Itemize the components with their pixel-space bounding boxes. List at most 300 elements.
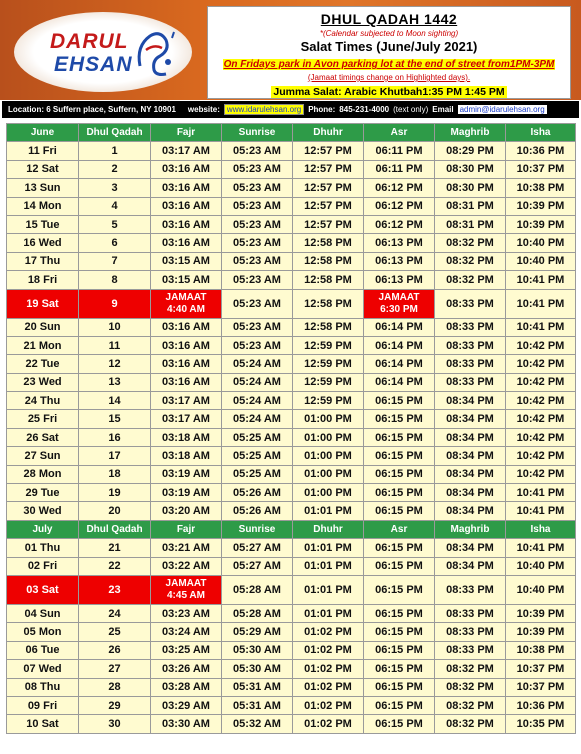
table-cell: 03:16 AM: [151, 373, 222, 391]
table-cell: 10:37 PM: [506, 160, 576, 178]
table-cell: 12: [79, 355, 151, 373]
table-cell: 08:34 PM: [435, 465, 506, 483]
table-cell: 06:15 PM: [364, 604, 435, 622]
jamaat-time-cell: [364, 289, 435, 318]
table-cell: 01:01 PM: [293, 539, 364, 557]
table-cell: 06:11 PM: [364, 142, 435, 160]
table-row: [7, 641, 576, 659]
table-cell: 27: [79, 660, 151, 678]
friday-parking-note: On Fridays park in Avon parking lot at the end of street from1PM-3PM: [223, 59, 555, 70]
table-cell: 5: [79, 215, 151, 233]
page-subtitle: Salat Times (June/July 2021): [300, 39, 478, 54]
jamaat-label: JAMAAT: [165, 291, 207, 303]
table-cell: 22: [79, 557, 151, 575]
table-cell: 19 Sat: [7, 289, 79, 318]
table-cell: 10:35 PM: [506, 715, 576, 733]
table-cell: 08:33 PM: [435, 575, 506, 604]
table-cell: 05:23 AM: [222, 318, 293, 336]
table-cell: 12:58 PM: [293, 318, 364, 336]
table-row: [7, 373, 576, 391]
table-cell: 08:32 PM: [435, 271, 506, 289]
table-row: [7, 410, 576, 428]
table-cell: 16 Wed: [7, 234, 79, 252]
table-row: [7, 215, 576, 233]
table-cell: 20: [79, 502, 151, 520]
table-cell: 11 Fri: [7, 142, 79, 160]
table-cell: 05:30 AM: [222, 660, 293, 678]
table-cell: 03:15 AM: [151, 252, 222, 270]
table-cell: 10:37 PM: [506, 660, 576, 678]
table-cell: 10:40 PM: [506, 252, 576, 270]
table-cell: 01:00 PM: [293, 447, 364, 465]
table-cell: 03:18 AM: [151, 428, 222, 446]
table-cell: 12 Sat: [7, 160, 79, 178]
phone-label: Phone:: [308, 105, 336, 114]
table-cell: 01:02 PM: [293, 660, 364, 678]
table-header-row-july: [7, 520, 576, 538]
table-cell: 10:42 PM: [506, 392, 576, 410]
table-row: [7, 428, 576, 446]
calendar-note: *(Calendar subjected to Moon sighting): [319, 29, 459, 38]
table-cell: 10:42 PM: [506, 355, 576, 373]
table-cell: 2: [79, 160, 151, 178]
table-cell: 08:34 PM: [435, 539, 506, 557]
table-cell: 06:13 PM: [364, 271, 435, 289]
table-cell: 10:41 PM: [506, 502, 576, 520]
table-cell: 06:11 PM: [364, 160, 435, 178]
table-row: [7, 160, 576, 178]
table-cell: 01:02 PM: [293, 641, 364, 659]
table-cell: 21: [79, 539, 151, 557]
table-row: [7, 179, 576, 197]
table-row: [7, 336, 576, 354]
table-cell: 10:42 PM: [506, 428, 576, 446]
table-cell: 08:34 PM: [435, 502, 506, 520]
table-cell: 10:40 PM: [506, 557, 576, 575]
table-cell: 08:32 PM: [435, 252, 506, 270]
header-banner: [0, 0, 581, 100]
column-header: Fajr: [151, 520, 222, 538]
table-row: [7, 678, 576, 696]
table-row: [7, 502, 576, 520]
table-cell: 9: [79, 289, 151, 318]
table-cell: 3: [79, 179, 151, 197]
table-cell: 12:58 PM: [293, 234, 364, 252]
table-cell: 11: [79, 336, 151, 354]
table-cell: 01:01 PM: [293, 557, 364, 575]
page-title: DHUL QADAH 1442: [320, 11, 458, 27]
table-cell: 06:15 PM: [364, 484, 435, 502]
table-cell: 26: [79, 641, 151, 659]
table-cell: 24: [79, 604, 151, 622]
table-cell: 05:29 AM: [222, 623, 293, 641]
table-cell: 10:42 PM: [506, 373, 576, 391]
table-cell: 4: [79, 197, 151, 215]
column-header: Dhuhr: [293, 520, 364, 538]
table-cell: 08:31 PM: [435, 197, 506, 215]
table-cell: 10:42 PM: [506, 465, 576, 483]
table-cell: 10:40 PM: [506, 575, 576, 604]
table-cell: 06:15 PM: [364, 641, 435, 659]
table-cell: 06:12 PM: [364, 197, 435, 215]
table-cell: 03:26 AM: [151, 660, 222, 678]
table-cell: 03:30 AM: [151, 715, 222, 733]
table-cell: 05:27 AM: [222, 557, 293, 575]
jamaat-label: JAMAAT: [378, 291, 420, 303]
table-cell: 23 Wed: [7, 373, 79, 391]
table-cell: 03:24 AM: [151, 623, 222, 641]
table-cell: 10:37 PM: [506, 678, 576, 696]
table-cell: 03 Sat: [7, 575, 79, 604]
table-header-row-june: [7, 124, 576, 142]
table-cell: 12:59 PM: [293, 355, 364, 373]
table-cell: 02 Fri: [7, 557, 79, 575]
table-cell: 12:57 PM: [293, 215, 364, 233]
darul-ehsan-logo: [14, 12, 192, 92]
table-cell: 29 Tue: [7, 484, 79, 502]
table-cell: 28: [79, 678, 151, 696]
table-cell: 10:36 PM: [506, 142, 576, 160]
table-cell: 06:15 PM: [364, 447, 435, 465]
table-cell: 06:15 PM: [364, 575, 435, 604]
table-row: [7, 289, 576, 318]
table-cell: 09 Fri: [7, 696, 79, 714]
table-cell: 04 Sun: [7, 604, 79, 622]
table-cell: 10:40 PM: [506, 234, 576, 252]
table-cell: 05:28 AM: [222, 575, 293, 604]
table-cell: 01:00 PM: [293, 484, 364, 502]
table-cell: 07 Wed: [7, 660, 79, 678]
table-cell: 03:28 AM: [151, 678, 222, 696]
table-cell: 03:25 AM: [151, 641, 222, 659]
table-cell: 06:14 PM: [364, 336, 435, 354]
jumma-salat-note: Jumma Salat: Arabic Khutbah1:35 PM 1:45 PM: [273, 86, 505, 98]
website-label: website:: [187, 105, 220, 114]
title-panel: [207, 6, 571, 99]
table-cell: 25: [79, 623, 151, 641]
table-cell: 1: [79, 142, 151, 160]
table-cell: 05:26 AM: [222, 484, 293, 502]
table-cell: 10:41 PM: [506, 539, 576, 557]
table-cell: 05:23 AM: [222, 289, 293, 318]
table-row: [7, 142, 576, 160]
table-row: [7, 465, 576, 483]
table-cell: 03:20 AM: [151, 502, 222, 520]
table-cell: 06:15 PM: [364, 410, 435, 428]
table-cell: 8: [79, 271, 151, 289]
column-header: Asr: [364, 124, 435, 142]
table-cell: 08:29 PM: [435, 142, 506, 160]
table-cell: 26 Sat: [7, 428, 79, 446]
table-cell: 06:15 PM: [364, 623, 435, 641]
table-cell: 05:23 AM: [222, 160, 293, 178]
table-cell: 30: [79, 715, 151, 733]
table-cell: 10 Sat: [7, 715, 79, 733]
logo-text-ehsan: EHSAN: [54, 53, 133, 76]
table-row: [7, 271, 576, 289]
table-row: [7, 484, 576, 502]
table-cell: 01:02 PM: [293, 678, 364, 696]
email-label: Email: [432, 105, 454, 114]
table-cell: 10:39 PM: [506, 604, 576, 622]
table-cell: 05:23 AM: [222, 252, 293, 270]
table-cell: 06:15 PM: [364, 539, 435, 557]
table-cell: 05:23 AM: [222, 271, 293, 289]
table-cell: 06:15 PM: [364, 502, 435, 520]
table-cell: 03:16 AM: [151, 160, 222, 178]
table-cell: 10: [79, 318, 151, 336]
table-cell: 03:17 AM: [151, 392, 222, 410]
table-cell: 05:31 AM: [222, 678, 293, 696]
table-cell: 10:39 PM: [506, 197, 576, 215]
column-header: Asr: [364, 520, 435, 538]
table-cell: 01:02 PM: [293, 696, 364, 714]
table-cell: 08:33 PM: [435, 373, 506, 391]
table-cell: 08:34 PM: [435, 484, 506, 502]
table-cell: 16: [79, 428, 151, 446]
table-cell: 03:16 AM: [151, 318, 222, 336]
table-cell: 03:16 AM: [151, 215, 222, 233]
table-cell: 12:59 PM: [293, 336, 364, 354]
table-cell: 06:15 PM: [364, 696, 435, 714]
table-cell: 18 Fri: [7, 271, 79, 289]
table-cell: 06:12 PM: [364, 179, 435, 197]
table-cell: 06:14 PM: [364, 373, 435, 391]
logo-text-darul: DARUL: [50, 30, 129, 53]
table-cell: 10:42 PM: [506, 447, 576, 465]
table-cell: 12:58 PM: [293, 289, 364, 318]
table-cell: 05:24 AM: [222, 410, 293, 428]
column-header: Dhul Qadah: [79, 520, 151, 538]
table-cell: 22 Tue: [7, 355, 79, 373]
table-cell: 14: [79, 392, 151, 410]
table-cell: 6: [79, 234, 151, 252]
jamaat-label: JAMAAT: [165, 577, 207, 589]
table-cell: 05:30 AM: [222, 641, 293, 659]
table-cell: 05:26 AM: [222, 502, 293, 520]
table-cell: 05:27 AM: [222, 539, 293, 557]
table-cell: 10:41 PM: [506, 271, 576, 289]
table-cell: 08:32 PM: [435, 715, 506, 733]
table-cell: 03:29 AM: [151, 696, 222, 714]
table-cell: 10:41 PM: [506, 318, 576, 336]
table-cell: 08:34 PM: [435, 392, 506, 410]
table-cell: 05:23 AM: [222, 336, 293, 354]
table-row: [7, 557, 576, 575]
column-header: June: [7, 124, 79, 142]
email-link[interactable]: admin@idarulehsan.org: [459, 105, 545, 114]
table-cell: 03:15 AM: [151, 271, 222, 289]
table-cell: 13 Sun: [7, 179, 79, 197]
table-cell: 13: [79, 373, 151, 391]
table-row: [7, 623, 576, 641]
table-cell: 10:38 PM: [506, 641, 576, 659]
table-cell: 01:00 PM: [293, 410, 364, 428]
table-cell: 03:19 AM: [151, 465, 222, 483]
column-header: July: [7, 520, 79, 538]
table-cell: 05:25 AM: [222, 428, 293, 446]
contact-info-bar: [2, 101, 579, 118]
table-cell: 23: [79, 575, 151, 604]
table-cell: 03:16 AM: [151, 197, 222, 215]
table-cell: 01:01 PM: [293, 502, 364, 520]
table-cell: 03:16 AM: [151, 355, 222, 373]
table-cell: 08:31 PM: [435, 215, 506, 233]
table-cell: 03:22 AM: [151, 557, 222, 575]
table-cell: 08:34 PM: [435, 557, 506, 575]
table-cell: 01 Thu: [7, 539, 79, 557]
jamaat-change-note: (Jamaat timings change on Highlighted days).: [307, 73, 471, 82]
table-cell: 08:33 PM: [435, 623, 506, 641]
table-cell: 30 Wed: [7, 502, 79, 520]
table-cell: 05:32 AM: [222, 715, 293, 733]
jamaat-time: 4:40 AM: [167, 303, 205, 315]
table-cell: 05:24 AM: [222, 355, 293, 373]
column-header: Maghrib: [435, 520, 506, 538]
column-header: Isha: [506, 520, 576, 538]
table-row: [7, 197, 576, 215]
table-cell: 06:14 PM: [364, 355, 435, 373]
table-cell: 20 Sun: [7, 318, 79, 336]
table-row: [7, 604, 576, 622]
salat-times-table: [6, 123, 575, 734]
table-cell: 08:32 PM: [435, 678, 506, 696]
table-cell: 03:21 AM: [151, 539, 222, 557]
table-cell: 18: [79, 465, 151, 483]
table-cell: 10:38 PM: [506, 179, 576, 197]
location-text: Location: 6 Suffern place, Suffern, NY 10901: [8, 105, 176, 114]
calligraphy-emblem-icon: [132, 26, 178, 80]
table-cell: 03:16 AM: [151, 336, 222, 354]
table-cell: 27 Sun: [7, 447, 79, 465]
table-cell: 12:57 PM: [293, 179, 364, 197]
table-cell: 17 Thu: [7, 252, 79, 270]
table-cell: 03:17 AM: [151, 410, 222, 428]
table-cell: 06:15 PM: [364, 678, 435, 696]
column-header: Maghrib: [435, 124, 506, 142]
table-cell: 06:15 PM: [364, 392, 435, 410]
table-cell: 05:23 AM: [222, 215, 293, 233]
table-cell: 15 Tue: [7, 215, 79, 233]
column-header: Sunrise: [222, 124, 293, 142]
table-cell: 03:17 AM: [151, 142, 222, 160]
table-cell: 17: [79, 447, 151, 465]
table-cell: 06:15 PM: [364, 465, 435, 483]
table-cell: 08:33 PM: [435, 318, 506, 336]
table-cell: 03:18 AM: [151, 447, 222, 465]
table-cell: 06:12 PM: [364, 215, 435, 233]
table-cell: 05:25 AM: [222, 465, 293, 483]
table-cell: 21 Mon: [7, 336, 79, 354]
table-cell: 08:33 PM: [435, 604, 506, 622]
table-cell: 10:42 PM: [506, 410, 576, 428]
table-cell: 28 Mon: [7, 465, 79, 483]
table-cell: 10:42 PM: [506, 336, 576, 354]
table-cell: 24 Thu: [7, 392, 79, 410]
column-header: Isha: [506, 124, 576, 142]
table-row: [7, 318, 576, 336]
table-cell: 08:34 PM: [435, 447, 506, 465]
table-cell: 08 Thu: [7, 678, 79, 696]
column-header: Dhul Qadah: [79, 124, 151, 142]
table-cell: 10:41 PM: [506, 289, 576, 318]
table-cell: 05:23 AM: [222, 234, 293, 252]
table-cell: 08:30 PM: [435, 179, 506, 197]
jamaat-time-cell: [151, 575, 222, 604]
table-cell: 05:23 AM: [222, 142, 293, 160]
jamaat-time-cell: [151, 289, 222, 318]
phone-note: (text only): [393, 105, 429, 114]
table-cell: 05:25 AM: [222, 447, 293, 465]
table-row: [7, 660, 576, 678]
table-cell: 12:59 PM: [293, 373, 364, 391]
table-cell: 10:41 PM: [506, 484, 576, 502]
table-cell: 19: [79, 484, 151, 502]
table-cell: 08:33 PM: [435, 641, 506, 659]
table-row: [7, 575, 576, 604]
table-cell: 01:01 PM: [293, 604, 364, 622]
table-cell: 12:59 PM: [293, 392, 364, 410]
table-cell: 05:24 AM: [222, 373, 293, 391]
table-cell: 7: [79, 252, 151, 270]
jamaat-time: 6:30 PM: [380, 303, 418, 315]
table-cell: 14 Mon: [7, 197, 79, 215]
table-cell: 08:34 PM: [435, 410, 506, 428]
column-header: Fajr: [151, 124, 222, 142]
table-cell: 05:23 AM: [222, 179, 293, 197]
jamaat-time: 4:45 AM: [167, 589, 205, 601]
table-cell: 03:16 AM: [151, 234, 222, 252]
table-row: [7, 355, 576, 373]
table-row: [7, 252, 576, 270]
table-cell: 05:31 AM: [222, 696, 293, 714]
table-cell: 12:57 PM: [293, 142, 364, 160]
table-cell: 10:39 PM: [506, 215, 576, 233]
table-cell: 08:33 PM: [435, 355, 506, 373]
table-cell: 12:58 PM: [293, 252, 364, 270]
table-cell: 01:02 PM: [293, 715, 364, 733]
table-cell: 05 Mon: [7, 623, 79, 641]
table-cell: 06:13 PM: [364, 234, 435, 252]
table-cell: 06 Tue: [7, 641, 79, 659]
table-cell: 01:00 PM: [293, 465, 364, 483]
table-cell: 12:57 PM: [293, 160, 364, 178]
website-link[interactable]: www.idarulehsan.org: [224, 104, 304, 115]
table-cell: 03:16 AM: [151, 179, 222, 197]
column-header: Dhuhr: [293, 124, 364, 142]
table-cell: 08:33 PM: [435, 336, 506, 354]
table-row: [7, 539, 576, 557]
table-cell: 08:32 PM: [435, 234, 506, 252]
table-cell: 06:13 PM: [364, 252, 435, 270]
table-cell: 06:15 PM: [364, 715, 435, 733]
table-cell: 06:14 PM: [364, 318, 435, 336]
table-cell: 05:24 AM: [222, 392, 293, 410]
table-cell: 05:28 AM: [222, 604, 293, 622]
table-cell: 10:36 PM: [506, 696, 576, 714]
table-cell: 01:02 PM: [293, 623, 364, 641]
table-cell: 08:34 PM: [435, 428, 506, 446]
column-header: Sunrise: [222, 520, 293, 538]
table-cell: 01:01 PM: [293, 575, 364, 604]
table-row: [7, 392, 576, 410]
table-cell: 08:30 PM: [435, 160, 506, 178]
table-row: [7, 447, 576, 465]
table-cell: 05:23 AM: [222, 197, 293, 215]
table-row: [7, 715, 576, 733]
table-cell: 03:19 AM: [151, 484, 222, 502]
table-cell: 12:57 PM: [293, 197, 364, 215]
